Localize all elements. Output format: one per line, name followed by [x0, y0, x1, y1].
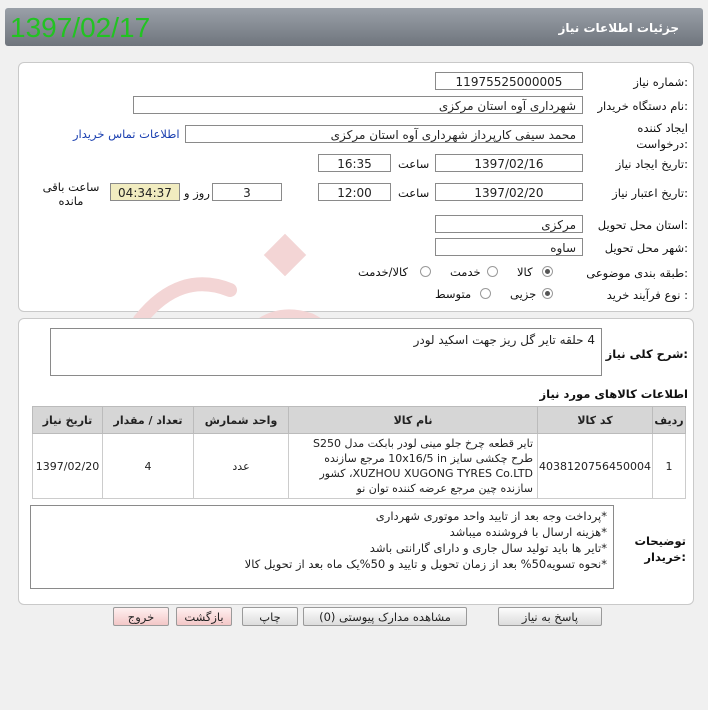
need-number-field[interactable]: 1197552500000‌5 [435, 72, 583, 90]
items-section-title: اطلاعات کالاهای مورد نیاز [539, 387, 688, 401]
process-medium-radio[interactable] [480, 288, 491, 299]
category-both-radio[interactable] [420, 266, 431, 277]
remaining-days-field[interactable]: 3 [212, 183, 282, 201]
notes-line: *هزینه ارسال با فروشنده میباشد [449, 525, 607, 539]
buyer-org-field[interactable]: شهرداری آوه استان مرکزی [133, 96, 583, 114]
cell-qty: 4 [103, 434, 194, 499]
created-time-label: ساعت [398, 157, 430, 171]
col-name: نام کالا [289, 407, 538, 434]
table-row[interactable] [33, 434, 686, 499]
cell-row: 1 [653, 434, 686, 499]
process-minor-radio[interactable] [542, 288, 553, 299]
notes-line: *نحوه تسویه50% بعد از زمان تحویل و تایید و 50%یک ماه بعد از تحویل کالا [244, 557, 607, 571]
date-stamp: 1397/02/17 [10, 12, 151, 43]
col-unit: واحد شمارش [194, 407, 289, 434]
province-field[interactable]: مرکزی [435, 215, 583, 233]
col-code: کد کالا [538, 407, 653, 434]
items-table-wrapper [32, 406, 686, 499]
items-table [32, 406, 686, 499]
col-row: ردیف [653, 407, 686, 434]
requester-field[interactable]: محمد سیفی کارپرداز شهرداری آوه استان مرکزی [185, 125, 583, 143]
cell-name: تایر قطعه چرخ جلو مینی لودر بابکت مدل S250 طرح چکشی سایز 10x16/5 in مرجع سازنده XUZHOU XUGONG TYRES Co.LTD، کشور سازنده چین مرجع عرضه کننده توان نو [289, 434, 538, 499]
process-label: نوع فرآیند خرید : [606, 288, 688, 302]
need-number-label: شماره نیاز: [633, 75, 688, 89]
cell-date: 1397/02/20 [33, 434, 103, 499]
category-label: طبقه بندی موضوعی: [586, 266, 688, 280]
description-text: 4 حلقه تایر گل ریز جهت اسکید لودر [413, 333, 595, 347]
requester-label: ایجاد کننده درخواست: [636, 121, 688, 151]
created-date-label: تاریخ ایجاد نیاز: [615, 157, 688, 171]
province-label: استان محل تحویل: [597, 218, 688, 232]
category-service-radio[interactable] [487, 266, 498, 277]
process-medium-label: متوسط [435, 287, 472, 301]
valid-time-field[interactable]: 12:00 [318, 183, 391, 201]
notes-label: توضیحات خریدار: [634, 534, 686, 564]
cell-code: 4038120756450004 [538, 434, 653, 499]
created-date-field[interactable]: 1397/02/16 [435, 154, 583, 172]
valid-date-field[interactable]: 1397/02/20 [435, 183, 583, 201]
cell-unit: عدد [194, 434, 289, 499]
notes-line: *پرداخت وجه بعد از تایید واحد موتوری شهرداری [375, 509, 607, 523]
col-date: تاریخ نیاز [33, 407, 103, 434]
process-minor-label: جزیی [510, 287, 537, 301]
days-label: روز و [184, 186, 210, 200]
col-qty: تعداد / مقدار [103, 407, 194, 434]
city-field[interactable]: ساوه [435, 238, 583, 256]
notes-line: *تایر ها باید تولید سال جاری و دارای گارانتی باشد [369, 541, 607, 555]
reply-button[interactable]: پاسخ به نیاز [498, 607, 602, 626]
notes-textarea[interactable] [30, 505, 614, 589]
remaining-time-label: ساعت باقی مانده [42, 180, 100, 208]
category-service-label: خدمت [450, 265, 481, 279]
buyer-contact-link[interactable]: اطلاعات تماس خریدار [73, 127, 180, 141]
exit-button[interactable]: خروج [113, 607, 169, 626]
buyer-org-label: نام دستگاه خریدار: [597, 99, 688, 113]
valid-date-label: تاریخ اعتبار نیاز: [612, 186, 688, 200]
category-goods-radio[interactable] [542, 266, 553, 277]
category-goods-label: کالا [517, 265, 533, 279]
description-label: شرح کلی نیاز: [605, 347, 688, 361]
description-textarea[interactable] [50, 328, 602, 376]
city-label: شهر محل تحویل: [604, 241, 688, 255]
print-button[interactable]: چاپ [242, 607, 298, 626]
attachments-button[interactable]: مشاهده مدارک پیوستی (0) [303, 607, 467, 626]
page-title: جزئیات اطلاعات نیاز [558, 21, 679, 35]
category-both-label: کالا/خدمت [358, 265, 409, 279]
valid-time-label: ساعت [398, 186, 430, 200]
remaining-time-field[interactable]: 04:34:37 [110, 183, 180, 201]
created-time-field[interactable]: 16:35 [318, 154, 391, 172]
back-button[interactable]: بازگشت [176, 607, 232, 626]
